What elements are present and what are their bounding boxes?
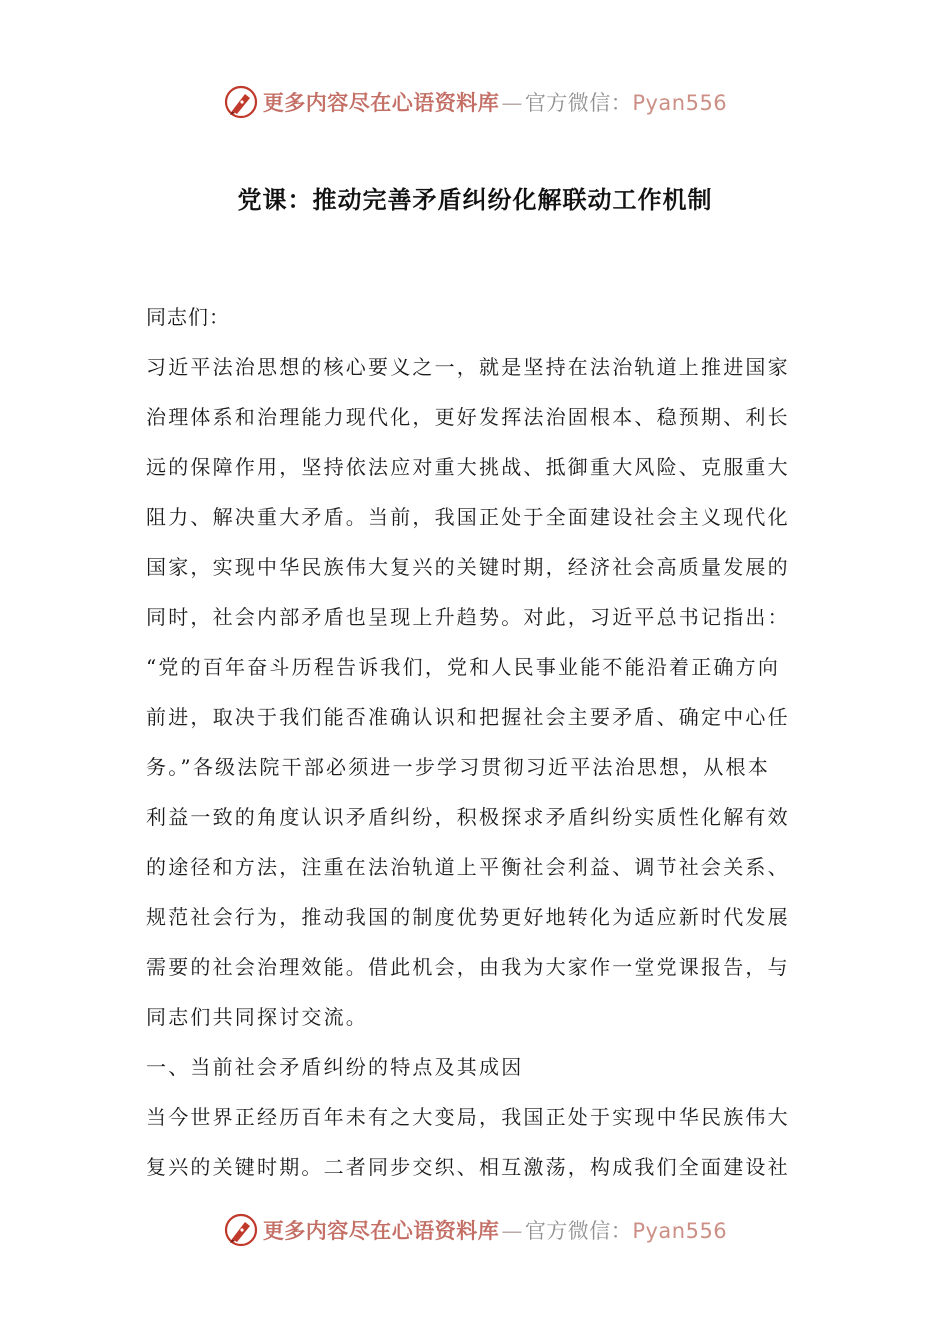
watermark-wechat-label: 官方微信：	[524, 91, 633, 115]
body-line: 阻力、解决重大矛盾。当前，我国正处于全面建设社会主义现代化	[146, 505, 790, 529]
document-body	[146, 292, 806, 1192]
watermark-dash: —	[501, 1219, 523, 1243]
document-title: 党课：推动完善矛盾纠纷化解联动工作机制	[237, 185, 713, 214]
watermark-text	[263, 87, 727, 117]
body-line: 需要的社会治理效能。借此机会，由我为大家作一堂党课报告，与	[146, 955, 790, 979]
body-line: 务。”各级法院干部必须进一步学习贯彻习近平法治思想，从根本	[146, 755, 771, 779]
body-line: 远的保障作用，坚持依法应对重大挑战、抵御重大风险、克服重大	[146, 455, 790, 479]
body-line: 复兴的关键时期。二者同步交织、相互激荡，构成我们全面建设社	[146, 1155, 790, 1179]
body-line: 当今世界正经历百年未有之大变局，我国正处于实现中华民族伟大	[146, 1105, 790, 1129]
watermark-main: 更多内容尽在心语资料库	[262, 91, 500, 115]
section-heading: 一、当前社会矛盾纠纷的特点及其成因	[146, 1055, 524, 1079]
watermark-wechat-id: Pyan556	[632, 91, 728, 115]
body-line: 的途径和方法，注重在法治轨道上平衡社会利益、调节社会关系、	[146, 855, 790, 879]
pen-nib-icon	[223, 84, 259, 120]
body-line: “党的百年奋斗历程告诉我们，党和人民事业能不能沿着正确方向	[146, 655, 781, 679]
body-line: 规范社会行为，推动我国的制度优势更好地转化为适应新时代发展	[146, 905, 790, 929]
body-line: 国家，实现中华民族伟大复兴的关键时期，经济社会高质量发展的	[146, 555, 790, 579]
footer-watermark	[0, 1208, 950, 1252]
greeting-line: 同志们：	[146, 305, 230, 329]
body-line: 同志们共同探讨交流。	[146, 1005, 368, 1029]
watermark-main: 更多内容尽在心语资料库	[262, 1219, 500, 1243]
body-line: 习近平法治思想的核心要义之一，就是坚持在法治轨道上推进国家	[146, 355, 790, 379]
pen-nib-icon	[223, 1212, 259, 1248]
watermark-text	[263, 1215, 727, 1245]
watermark-wechat-label: 官方微信：	[524, 1219, 633, 1243]
body-line: 利益一致的角度认识矛盾纠纷，积极探求矛盾纠纷实质性化解有效	[146, 805, 790, 829]
watermark-wechat-id: Pyan556	[632, 1219, 728, 1243]
watermark-dash: —	[501, 91, 523, 115]
body-line: 前进，取决于我们能否准确认识和把握社会主要矛盾、确定中心任	[146, 705, 790, 729]
body-line: 同时，社会内部矛盾也呈现上升趋势。对此，习近平总书记指出：	[146, 605, 790, 629]
header-watermark	[0, 80, 950, 124]
body-line: 治理体系和治理能力现代化，更好发挥法治固根本、稳预期、利长	[146, 405, 790, 429]
